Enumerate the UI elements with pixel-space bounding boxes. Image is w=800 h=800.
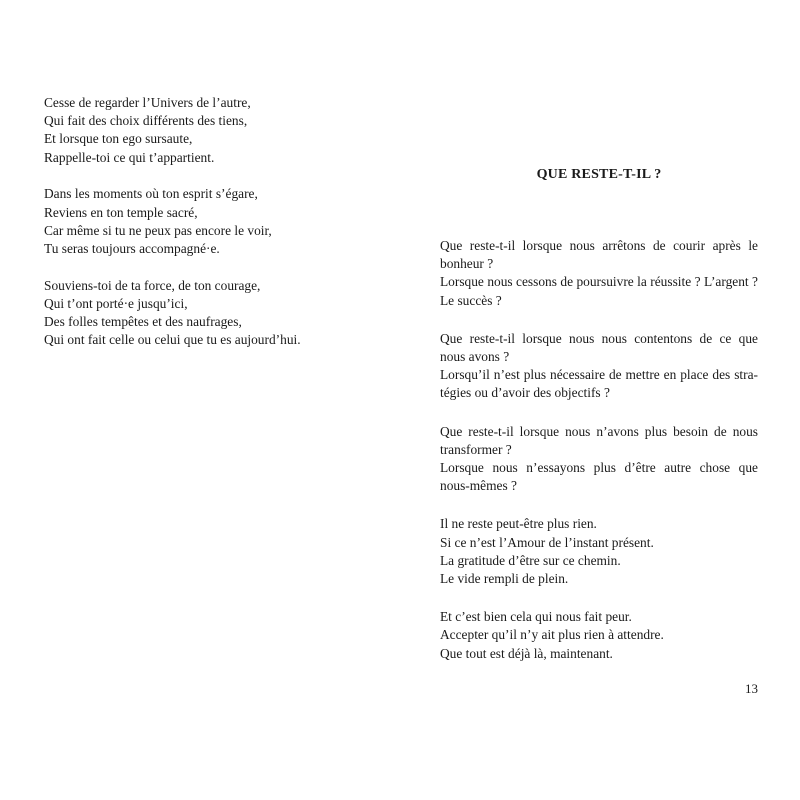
text-line: Que reste-t-il lorsque nous n’avons plus besoin de nous [440,423,758,439]
verse-line: Des folles tempêtes et des naufrages, [44,314,242,330]
paragraph [440,608,758,663]
text-line: Le vide rempli de plein. [440,571,569,587]
verse-line: Et lorsque ton ego sursaute, [44,131,193,147]
poem-title: QUE RESTE-T-IL ? [536,167,662,182]
paragraph [440,515,758,588]
stanza [44,185,374,258]
paragraph [440,237,758,310]
text-line: Lorsqu’il n’est plus nécessaire de mettre en place des stra- [440,367,758,383]
text-line: Que reste-t-il lorsque nous nous contentons de ce que [440,330,758,346]
verse-line: Dans les moments où ton esprit s’égare, [44,186,258,202]
text-line: La gratitude d’être sur ce chemin. [440,552,621,568]
paragraph [440,423,758,496]
text-line: nous avons ? [440,349,510,365]
text-line: tégies ou d’avoir des objectifs ? [440,385,610,401]
verse-line: Qui ont fait celle ou celui que tu es aujourd’hui. [44,332,301,348]
verse-line: Rappelle-toi ce qui t’appartient. [44,149,215,165]
text-line: Lorsque nous n’essayons plus d’être autre chose que [440,460,758,476]
stanza [44,94,374,167]
text-line: Lorsque nous cessons de poursuivre la réussite ? L’argent ? [440,274,758,290]
text-line: nous-mêmes ? [440,478,517,494]
text-line: Le succès ? [440,292,502,308]
text-line: Accepter qu’il n’y ait plus rien à attendre. [440,627,664,643]
verse-line: Qui t’ont porté·e jusqu’ici, [44,295,188,311]
text-line: Que tout est déjà là, maintenant. [440,645,613,661]
right-page [400,0,800,800]
text-line: Il ne reste peut-être plus rien. [440,516,597,532]
verse-line: Souviens-toi de ta force, de ton courage, [44,277,261,293]
verse-line: Qui fait des choix différents des tiens, [44,113,248,129]
poem-body [440,237,758,683]
text-line: transformer ? [440,441,512,457]
poem-stanzas [44,94,374,368]
paragraph [440,330,758,403]
verse-line: Tu seras toujours accompagné·e. [44,240,220,256]
text-line: Que reste-t-il lorsque nous arrêtons de courir après le [440,238,758,253]
text-line: bonheur ? [440,256,494,272]
text-line: Si ce n’est l’Amour de l’instant présent. [440,534,654,550]
verse-line: Cesse de regarder l’Univers de l’autre, [44,95,251,110]
verse-line: Car même si tu ne peux pas encore le voir, [44,222,272,238]
verse-line: Reviens en ton temple sacré, [44,204,198,220]
stanza [44,277,374,350]
page-number: 13 [745,681,758,696]
text-line: Et c’est bien cela qui nous fait peur. [440,609,632,625]
